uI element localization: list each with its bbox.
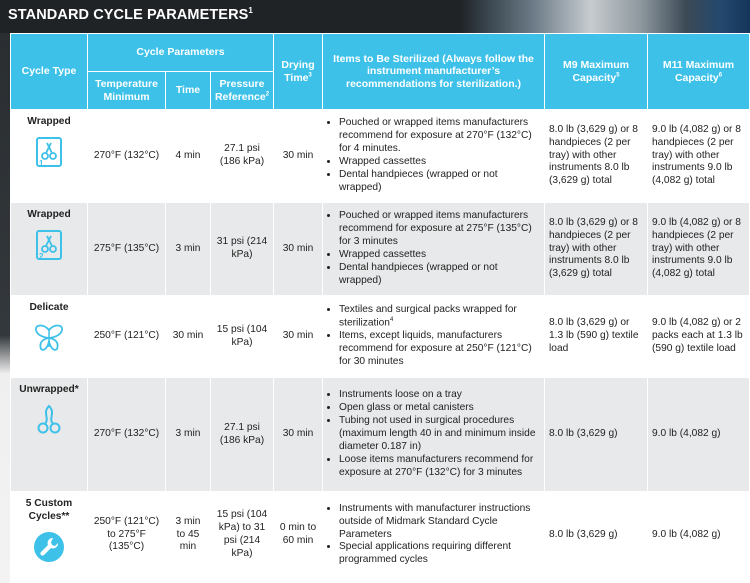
temperature-cell: 250°F (121°C) bbox=[88, 296, 166, 378]
m11-capacity-cell: 9.0 lb (4,082 g) or 2 packs each at 1.3 lb (590 g) textile load bbox=[648, 296, 750, 378]
cycle-type-cell: 5 Custom Cycles** bbox=[11, 492, 88, 579]
scissors-icon bbox=[32, 403, 66, 437]
m11-capacity-cell: 9.0 lb (4,082 g) or 8 handpieces (2 per tray) with other instruments 9.0 lb (4,082 g) total bbox=[648, 110, 750, 203]
items-cell bbox=[323, 296, 545, 378]
pressure-cell: 27.1 psi (186 kPa) bbox=[211, 110, 274, 203]
wrapped-pouch-1-icon bbox=[32, 135, 66, 169]
background-photo-strip bbox=[0, 33, 10, 583]
list-item: • Pouched or wrapped items manufacturers recommend for exposure at 270°F (132°C) for 4 minutes. bbox=[339, 117, 540, 156]
header-m11: M11 Maximum Capacity$^6$ bbox=[648, 34, 750, 110]
table-row bbox=[11, 203, 750, 296]
items-cell bbox=[323, 378, 545, 492]
list-item: • Tubing not used in surgical procedures (maximum length 40 in and minimum inside diameter 0.187 in) bbox=[339, 415, 540, 454]
pressure-cell: 15 psi (104 kPa) bbox=[211, 296, 274, 378]
list-item: • Dental handpieces (wrapped or not wrapped) bbox=[339, 262, 540, 288]
header-drying-time: Drying Time$^3$ bbox=[274, 34, 323, 110]
cycle-parameters-table bbox=[10, 33, 750, 579]
m9-capacity-cell: 8.0 lb (3,629 g) or 8 handpieces (2 per tray) with other instruments 8.0 lb (3,629 g) total bbox=[545, 203, 648, 296]
table-row bbox=[11, 296, 750, 378]
m11-capacity-cell: 9.0 lb (4,082 g) bbox=[648, 492, 750, 579]
list-item: • Dental handpieces (wrapped or not wrapped) bbox=[339, 169, 540, 195]
header-pressure: Pressure Reference$^2$ bbox=[211, 72, 274, 110]
header-temperature: Temperature Minimum bbox=[88, 72, 166, 110]
temperature-cell: 270°F (132°C) bbox=[88, 110, 166, 203]
time-cell: 4 min bbox=[166, 110, 211, 203]
cycle-type-cell: Wrapped 1 bbox=[11, 110, 88, 203]
temperature-cell: 270°F (132°C) bbox=[88, 378, 166, 492]
m9-capacity-cell: 8.0 lb (3,629 g) bbox=[545, 492, 648, 579]
header-cycle-type: Cycle Type bbox=[11, 34, 88, 110]
table-row bbox=[11, 378, 750, 492]
svg-text:1: 1 bbox=[39, 158, 44, 168]
drying-cell: 30 min bbox=[274, 378, 323, 492]
svg-text:2: 2 bbox=[39, 251, 44, 261]
drying-cell: 30 min bbox=[274, 203, 323, 296]
time-cell: 3 min bbox=[166, 203, 211, 296]
custom-wrench-icon bbox=[32, 530, 66, 564]
title-bar bbox=[0, 0, 750, 33]
wrapped-pouch-2-icon bbox=[32, 228, 66, 262]
header-items: Items to Be Sterilized (Always follow the instrument manufacturer’s recommendations for sterilization.) bbox=[323, 34, 545, 110]
pressure-cell: 27.1 psi (186 kPa) bbox=[211, 378, 274, 492]
header-m9: M9 Maximum Capacity$^5$ bbox=[545, 34, 648, 110]
list-item: • Pouched or wrapped items manufacturers recommend for exposure at 275°F (135°C) for 3 minutes bbox=[339, 210, 540, 249]
time-cell: 3 min to 45 min bbox=[166, 492, 211, 579]
pressure-cell: 31 psi (214 kPa) bbox=[211, 203, 274, 296]
drying-cell: 30 min bbox=[274, 296, 323, 378]
m9-capacity-cell: 8.0 lb (3,629 g) or 1.3 lb (590 g) textile load bbox=[545, 296, 648, 378]
header-photo bbox=[460, 0, 750, 33]
temperature-cell: 250°F (121°C) to 275°F (135°C) bbox=[88, 492, 166, 579]
drying-cell: 0 min to 60 min bbox=[274, 492, 323, 579]
header-time: Time bbox=[166, 72, 211, 110]
list-item: • Wrapped cassettes bbox=[339, 156, 540, 169]
m11-capacity-cell: 9.0 lb (4,082 g) or 8 handpieces (2 per tray) with other instruments 9.0 lb (4,082 g) total bbox=[648, 203, 750, 296]
items-cell bbox=[323, 110, 545, 203]
list-item: • Textiles and surgical packs wrapped for sterilization$^4$ bbox=[339, 304, 540, 330]
list-item: • Special applications requiring different programmed cycles bbox=[339, 541, 540, 567]
list-item: • Instruments with manufacturer instructions outside of Midmark Standard Cycle Parameters bbox=[339, 503, 540, 542]
list-item: • Wrapped cassettes bbox=[339, 249, 540, 262]
cycle-type-cell: Delicate bbox=[11, 296, 88, 378]
items-cell bbox=[323, 492, 545, 579]
drying-cell: 30 min bbox=[274, 110, 323, 203]
list-item: • Loose items manufacturers recommend for exposure at 270°F (132°C) for 3 minutes bbox=[339, 454, 540, 480]
list-item: • Open glass or metal canisters bbox=[339, 402, 540, 415]
page-title: STANDARD CYCLE PARAMETERS$^1$ bbox=[8, 6, 253, 23]
header-cycle-parameters: Cycle Parameters bbox=[88, 34, 274, 72]
cycle-type-cell: Unwrapped* bbox=[11, 378, 88, 492]
pressure-cell: 15 psi (104 kPa) to 31 psi (214 kPa) bbox=[211, 492, 274, 579]
table-row bbox=[11, 110, 750, 203]
m11-capacity-cell: 9.0 lb (4,082 g) bbox=[648, 378, 750, 492]
butterfly-icon bbox=[32, 321, 66, 355]
time-cell: 3 min bbox=[166, 378, 211, 492]
items-cell bbox=[323, 203, 545, 296]
m9-capacity-cell: 8.0 lb (3,629 g) bbox=[545, 378, 648, 492]
cycle-type-cell: Wrapped 2 bbox=[11, 203, 88, 296]
time-cell: 30 min bbox=[166, 296, 211, 378]
m9-capacity-cell: 8.0 lb (3,629 g) or 8 handpieces (2 per tray) with other instruments 8.0 lb (3,629 g) total bbox=[545, 110, 648, 203]
list-item: • Instruments loose on a tray bbox=[339, 389, 540, 402]
temperature-cell: 275°F (135°C) bbox=[88, 203, 166, 296]
list-item: • Items, except liquids, manufacturers recommend for exposure at 250°F (121°C) for 30 minutes bbox=[339, 330, 540, 369]
table-row bbox=[11, 492, 750, 579]
